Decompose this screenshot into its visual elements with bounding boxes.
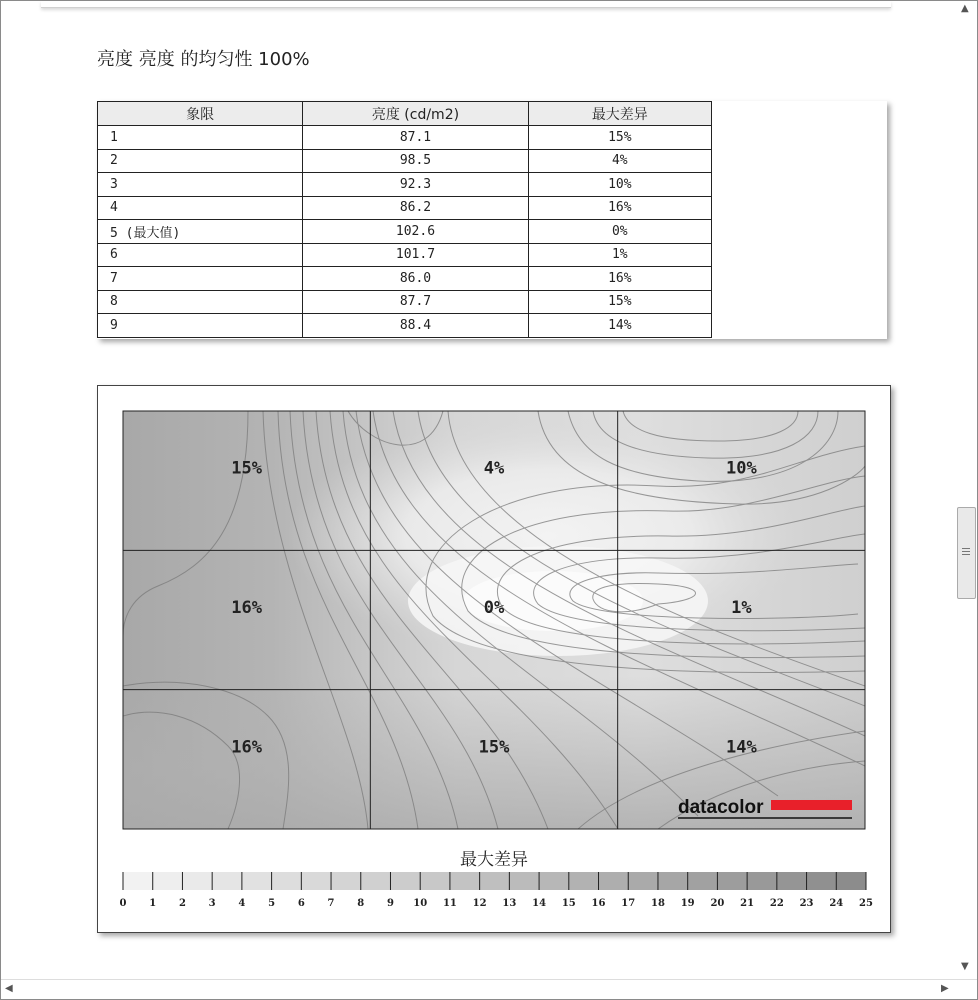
quadrant-label: 4% [483, 458, 505, 479]
table-header-row [98, 102, 712, 126]
colorbar-swatch [331, 872, 361, 890]
previous-section-edge [41, 1, 891, 8]
table-row [98, 243, 712, 267]
scroll-right-arrow-icon[interactable]: ▶ [941, 983, 949, 994]
cell-max-diff: 4% [528, 149, 711, 173]
colorbar-tick-label: 13 [502, 898, 517, 909]
colorbar-swatch [717, 872, 747, 890]
colorbar-tick-label: 12 [472, 898, 487, 909]
logo-text: datacolor [678, 797, 764, 818]
colorbar-tick-label: 1 [149, 898, 157, 909]
cell-luminance: 101.7 [303, 243, 528, 267]
colorbar-tick-label: 0 [119, 898, 127, 909]
colorbar-swatch [272, 872, 302, 890]
colorbar-swatch [480, 872, 510, 890]
quadrant-label: 16% [231, 737, 263, 758]
colorbar-tick-label: 20 [710, 898, 725, 909]
colorbar-swatch [301, 872, 331, 890]
colorbar-tick-label: 8 [357, 898, 365, 909]
colorbar-tick-label: 5 [268, 898, 276, 909]
cell-max-diff: 14% [528, 314, 711, 338]
cell-quadrant: 1 [98, 126, 303, 150]
cell-luminance: 92.3 [303, 173, 528, 197]
cell-luminance: 86.2 [303, 196, 528, 220]
colorbar-tick-label: 22 [769, 898, 784, 909]
table-row [98, 196, 712, 220]
table-row [98, 173, 712, 197]
colorbar-swatch [777, 872, 807, 890]
colorbar-swatch [539, 872, 569, 890]
colorbar-swatch [688, 872, 718, 890]
cell-luminance: 98.5 [303, 149, 528, 173]
cell-quadrant: 7 [98, 267, 303, 291]
colorbar-swatch [747, 872, 777, 890]
colorbar-swatch [658, 872, 688, 890]
quadrant-label: 1% [731, 598, 752, 619]
column-header-luminance: 亮度 (cd/m2) [303, 102, 528, 126]
quadrant-label: 15% [478, 737, 510, 758]
cell-luminance: 88.4 [303, 314, 528, 338]
cell-max-diff: 0% [528, 220, 711, 244]
cell-quadrant: 6 [98, 243, 303, 267]
cell-luminance: 102.6 [303, 220, 528, 244]
colorbar-tick-label: 11 [442, 898, 457, 909]
colorbar-swatch [242, 872, 272, 890]
colorbar-swatch [153, 872, 183, 890]
colorbar [120, 872, 873, 909]
colorbar-tick-label: 14 [532, 898, 547, 909]
quadrant-label: 0% [483, 598, 505, 619]
colorbar-swatch [599, 872, 629, 890]
column-header-max-diff: 最大差异 [528, 102, 711, 126]
colorbar-tick-label: 16 [591, 898, 606, 909]
uniformity-chart-panel [97, 385, 891, 933]
cell-max-diff: 16% [528, 196, 711, 220]
cell-luminance: 86.0 [303, 267, 528, 291]
table-row [98, 290, 712, 314]
cell-quadrant: 4 [98, 196, 303, 220]
cell-quadrant: 8 [98, 290, 303, 314]
table-row [98, 314, 712, 338]
table-row [98, 149, 712, 173]
cell-max-diff: 10% [528, 173, 711, 197]
column-header-quadrant: 象限 [98, 102, 303, 126]
colorbar-swatch [420, 872, 450, 890]
colorbar-swatch [509, 872, 539, 890]
colorbar-swatch [123, 872, 153, 890]
quadrant-label: 14% [725, 737, 757, 758]
colorbar-tick-label: 3 [208, 898, 216, 909]
colorbar-title: 最大差异 [460, 850, 528, 870]
colorbar-tick-label: 9 [386, 898, 394, 909]
page-title: 亮度 亮度 的均匀性 100% [97, 49, 310, 70]
scroll-left-arrow-icon[interactable]: ◀ [5, 983, 13, 994]
vertical-scrollbar[interactable] [959, 3, 975, 977]
table-row [98, 220, 712, 244]
uniformity-heatmap [98, 386, 890, 932]
colorbar-tick-label: 15 [561, 898, 576, 909]
colorbar-swatch [450, 872, 480, 890]
cell-luminance: 87.7 [303, 290, 528, 314]
colorbar-swatch [628, 872, 658, 890]
colorbar-swatch [212, 872, 242, 890]
colorbar-swatch [182, 872, 212, 890]
colorbar-tick-label: 7 [327, 898, 335, 909]
colorbar-swatch [807, 872, 837, 890]
quadrant-table-panel [97, 101, 887, 339]
colorbar-swatch [569, 872, 599, 890]
colorbar-tick-label: 24 [829, 898, 844, 909]
colorbar-swatch [390, 872, 420, 890]
table-row [98, 126, 712, 150]
cell-max-diff: 15% [528, 290, 711, 314]
horizontal-scrollbar[interactable] [1, 979, 977, 1000]
cell-quadrant: 5 (最大值) [98, 220, 303, 244]
colorbar-tick-label: 25 [859, 898, 873, 909]
scrollbar-thumb[interactable] [957, 507, 976, 599]
cell-luminance: 87.1 [303, 126, 528, 150]
colorbar-swatch [361, 872, 391, 890]
colorbar-tick-label: 4 [238, 898, 246, 909]
quadrant-label: 16% [231, 598, 263, 619]
colorbar-tick-label: 17 [621, 898, 636, 909]
cell-max-diff: 16% [528, 267, 711, 291]
cell-max-diff: 1% [528, 243, 711, 267]
quadrant-table [97, 101, 712, 338]
colorbar-tick-label: 21 [740, 898, 755, 909]
colorbar-tick-label: 19 [680, 898, 695, 909]
scroll-up-arrow-icon[interactable]: ▲ [961, 3, 969, 14]
cell-quadrant: 9 [98, 314, 303, 338]
colorbar-tick-label: 23 [799, 898, 814, 909]
scroll-down-arrow-icon[interactable]: ▼ [961, 961, 969, 972]
logo-red-bar [771, 800, 852, 810]
colorbar-tick-label: 10 [413, 898, 428, 909]
quadrant-label: 15% [231, 458, 263, 479]
colorbar-tick-label: 18 [650, 898, 665, 909]
colorbar-tick-label: 6 [297, 898, 305, 909]
table-row [98, 267, 712, 291]
quadrant-label: 10% [725, 458, 757, 479]
cell-quadrant: 3 [98, 173, 303, 197]
cell-quadrant: 2 [98, 149, 303, 173]
cell-max-diff: 15% [528, 126, 711, 150]
colorbar-tick-label: 2 [178, 898, 186, 909]
colorbar-swatch [836, 872, 866, 890]
